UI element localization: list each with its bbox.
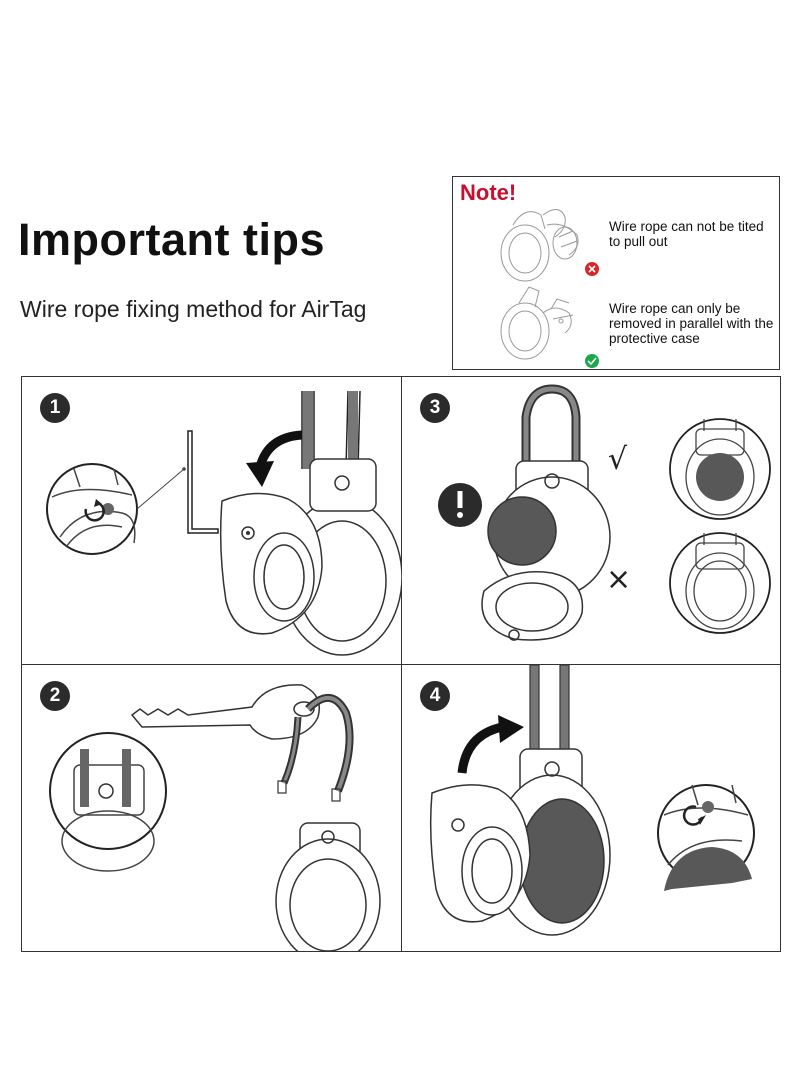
correct-mark: √ [608,442,628,477]
note-box [452,176,780,370]
step-1-illustration [22,377,402,665]
step-2-panel [22,665,402,951]
step-3-panel [402,377,780,665]
wrong-mark: × [606,562,632,597]
step-3-illustration [402,377,780,665]
note-text-correct: Wire rope can only be removed in parallel with the protective case [609,301,774,346]
page-title: Important tips [18,214,325,265]
check-circle-icon [585,354,599,368]
step-4-panel [402,665,780,951]
step-3-badge: 3 [420,393,450,423]
note-illustration-correct [473,273,623,373]
note-title: Note! [460,180,517,205]
step-4-badge: 4 [420,681,450,711]
page-subtitle: Wire rope fixing method for AirTag [20,296,367,322]
step-1-panel [22,377,402,665]
step-2-illustration [22,665,402,951]
note-text-wrong: Wire rope can not be tited to pull out [609,219,764,249]
step-2-badge: 2 [40,681,70,711]
step-4-illustration [402,665,780,951]
steps-grid [21,376,781,952]
step-1-badge: 1 [40,393,70,423]
